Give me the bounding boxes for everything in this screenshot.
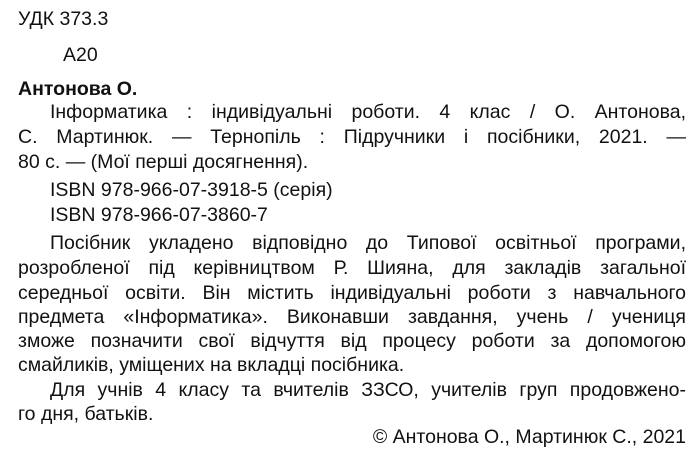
copyright: © Антонова О., Мартинюк С., 2021: [372, 426, 686, 448]
isbn-book: ISBN 978-966-07-3860-7: [50, 204, 268, 226]
annotation-line-6: смайликів, уміщених на вкладці посібника.: [18, 354, 405, 376]
annotation-line-5: зможе позначити свої відчуття від процесу роботи за допомогою: [18, 330, 686, 352]
author-heading: Антонова О.: [18, 78, 138, 100]
author-sign: А20: [63, 44, 98, 66]
description-line-2: С. Мартинюк. — Тернопіль : Підручники і посібники, 2021. —: [18, 126, 686, 148]
audience-line-1: Для учнів 4 класу та вчителів ЗЗСО, учителів груп продовжено-: [50, 379, 686, 401]
description-line-1: Інформатика : індивідуальні роботи. 4 клас / О. Антонова,: [50, 101, 686, 123]
udk-code: УДК 373.3: [18, 8, 109, 30]
isbn-series: ISBN 978-966-07-3918-5 (серія): [50, 179, 333, 201]
audience-line-2: го дня, батьків.: [18, 403, 154, 425]
annotation-line-3: середньої освіти. Він містить індивідуальні роботи з навчального: [18, 282, 686, 304]
annotation-line-2: розробленої під керівництвом Р. Шияна, для закладів загальної: [18, 257, 686, 279]
description-line-3: 80 с. — (Мої перші досягнення).: [18, 151, 309, 173]
annotation-line-1: Посібник укладено відповідно до Типової освітньої програми,: [50, 232, 686, 254]
annotation-line-4: предмета «Інформатика». Виконавши завдання, учень / учениця: [18, 306, 686, 328]
